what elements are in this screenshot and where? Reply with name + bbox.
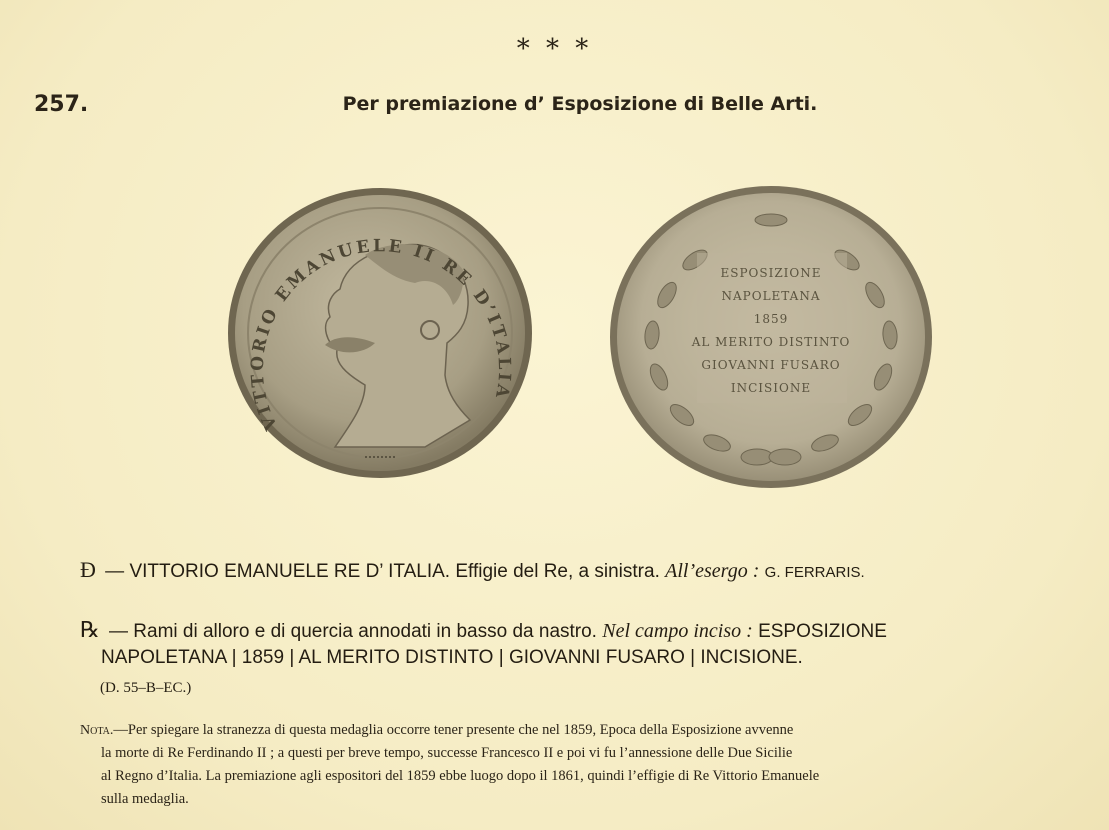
obverse-engraver: G. FERRARIS. [764,564,865,581]
asterism: * * * [516,34,593,64]
obverse-dash: — [105,561,125,582]
reverse-line-3: 1859 [753,312,789,326]
reverse-description-line2: NAPOLETANA | 1859 | AL MERITO DISTINTO | GIOVANNI FUSARO | INCISIONE. [101,647,803,668]
nota-text-1: —Per spiegare la stranezza di questa medaglia occorre tener presente che nel 1859, Epoca della Esposizione avvenne [113,722,794,738]
nota-line-4: sulla medaglia. [101,791,189,807]
medal-reverse-image [607,185,935,493]
nota-line-3: al Regno d’Italia. La premiazione agli espositori del 1859 ebbe luogo dopo il 1861, quindi l’effigie di Re Vittorio Emanuele [101,768,820,784]
nota-line-1 [80,722,793,739]
medal-obverse-image [225,185,537,481]
catalog-number: 257. [34,92,89,117]
obverse-symbol: Ð [80,557,96,582]
obverse-exergue-label: All’esergo : [665,560,760,582]
obverse-description [80,557,865,583]
reverse-dash: — [109,621,129,642]
obverse-text: VITTORIO EMANUELE RE D’ ITALIA. Effigie del Re, a sinistra. [129,561,660,582]
reverse-line-5: GIOVANNI FUSARO [701,358,841,372]
nota-label: Nota. [80,723,114,738]
nota-line-2: la morte di Re Ferdinando II ; a questi per breve tempo, successe Francesco II e poi vi fu l’annessione delle Due Sicilie [101,745,793,761]
reverse-text: Rami di alloro e di quercia annodati in basso da nastro. [133,621,597,642]
reverse-symbol: ℞ [80,617,100,642]
reverse-description [80,617,887,643]
reverse-field-start: ESPOSIZIONE [758,621,887,642]
catalog-reference: (D. 55–B–EC.) [100,680,192,696]
reverse-line-4: AL MERITO DISTINTO [691,335,851,349]
reverse-field-label: Nel campo inciso : [602,620,753,642]
reverse-line-2: NAPOLETANA [721,289,821,303]
obverse-legend: VITTORIO EMANUELE II RE D’ITALIA [247,236,515,434]
page-title: Per premiazione d’ Esposizione di Belle Arti. [342,93,818,115]
reverse-line-1: ESPOSIZIONE [720,266,822,280]
reverse-line-6: INCISIONE [730,381,812,395]
